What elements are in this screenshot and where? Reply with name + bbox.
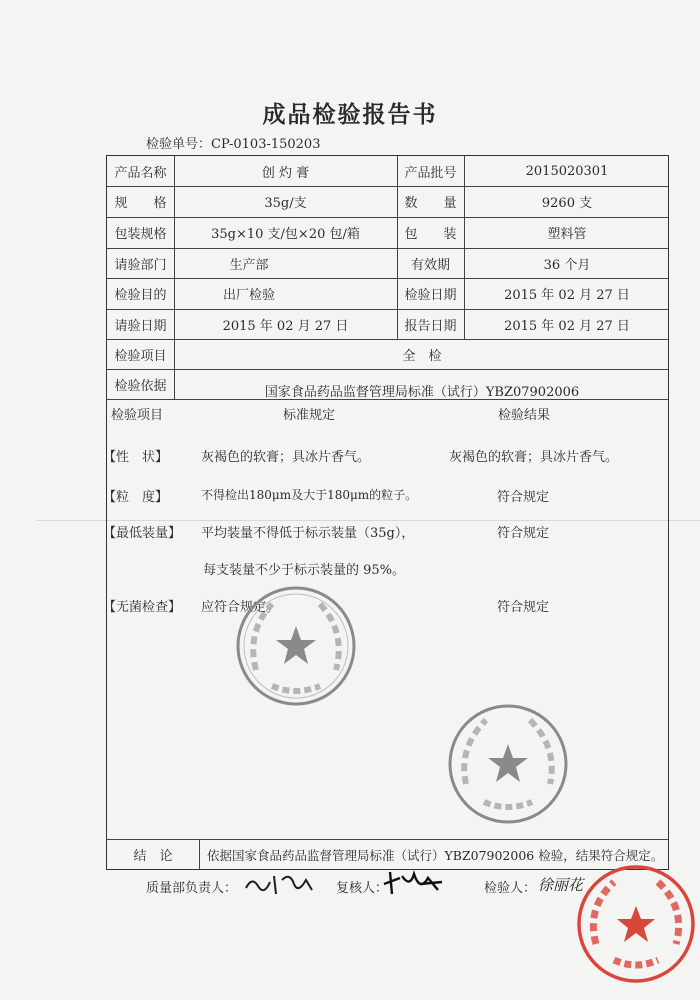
label-package-spec: 包装规格 <box>114 227 167 242</box>
reviewer-label: 复核人： <box>336 881 389 896</box>
conclusion-text: 依据国家食品药品监督管理局标准（试行）YBZ07902006 检验，结果符合规定。 <box>207 848 664 863</box>
test-standard-min-fill-line2: 每支装量不少于标示装量的 95%。 <box>203 563 406 578</box>
value-spec: 35g/支 <box>264 196 307 211</box>
test-name-min-fill: 【最低装量】 <box>103 526 182 541</box>
qa-manager-signature <box>240 868 320 902</box>
test-result-sterility: 符合规定 <box>497 600 550 615</box>
label-request-dept: 请验部门 <box>114 257 167 273</box>
label-test-basis: 检验依据 <box>114 378 167 394</box>
label-report-date: 报告日期 <box>404 318 457 334</box>
test-standard-sterility: 应符合规定。 <box>201 600 280 615</box>
value-product-name: 创 灼 膏 <box>261 165 310 181</box>
label-product-name: 产品名称 <box>114 165 167 181</box>
document-number: 检验单号：CP-0103-150203 <box>146 137 321 152</box>
label-batch-no: 产品批号 <box>404 165 457 181</box>
value-batch-no: 2015020301 <box>525 163 609 179</box>
report-title: 成品检验报告书 <box>262 102 438 128</box>
label-quantity: 数 量 <box>404 196 457 211</box>
value-report-date: 2015 年 02 月 27 日 <box>504 318 630 334</box>
value-purpose: 出厂检验 <box>222 288 275 303</box>
test-result-particle-size: 符合规定 <box>497 490 550 505</box>
header-result: 检验结果 <box>498 408 551 423</box>
test-standard-appearance: 灰褐色的软膏；具冰片香气。 <box>201 450 371 465</box>
test-result-appearance: 灰褐色的软膏；具冰片香气。 <box>449 450 619 465</box>
label-spec: 规 格 <box>114 196 167 211</box>
label-purpose: 检验目的 <box>114 288 167 303</box>
report-table <box>103 155 669 870</box>
label-inspection-date: 检验日期 <box>404 288 457 303</box>
value-quantity: 9260 支 <box>541 196 593 211</box>
value-request-date: 2015 年 02 月 27 日 <box>222 318 349 334</box>
value-request-dept: 生产部 <box>229 257 269 273</box>
qa-manager-label: 质量部负责人： <box>146 881 238 896</box>
test-name-sterility: 【无菌检查】 <box>103 600 182 615</box>
quality-dept-seal-gray <box>232 582 360 710</box>
label-request-date: 请验日期 <box>114 318 167 334</box>
test-standard-particle-size: 不得检出180μm及大于180μm的粒子。 <box>201 488 418 502</box>
value-test-basis: 国家食品药品监督管理局标准（试行）YBZ07902006 <box>264 384 580 400</box>
label-package: 包 装 <box>404 227 457 242</box>
inspector-signature: 徐丽花 <box>538 876 584 894</box>
value-inspection-date: 2015 年 02 月 27 日 <box>504 288 630 303</box>
label-test-items: 检验项目 <box>114 348 167 364</box>
label-conclusion: 结 论 <box>133 848 173 864</box>
value-package-spec: 35g×10 支/包×20 包/箱 <box>211 227 360 242</box>
inspector-label: 检验人： <box>484 881 537 896</box>
test-name-particle-size: 【粒 度】 <box>103 490 169 505</box>
value-package: 塑料管 <box>547 227 587 242</box>
reviewer-signature <box>380 866 450 900</box>
test-name-appearance: 【性 状】 <box>103 450 169 465</box>
test-standard-min-fill: 平均装量不得低于标示装量（35g）， <box>201 526 415 541</box>
test-result-min-fill: 符合规定 <box>497 526 550 541</box>
header-standard: 标准规定 <box>283 408 336 423</box>
label-validity: 有效期 <box>410 257 450 273</box>
value-test-items: 全 检 <box>402 348 442 364</box>
header-test-item: 检验项目 <box>111 408 164 423</box>
quality-dept-seal-gray-2 <box>444 700 572 828</box>
quality-management-seal-red <box>574 862 698 986</box>
value-validity: 36 个月 <box>543 257 591 273</box>
